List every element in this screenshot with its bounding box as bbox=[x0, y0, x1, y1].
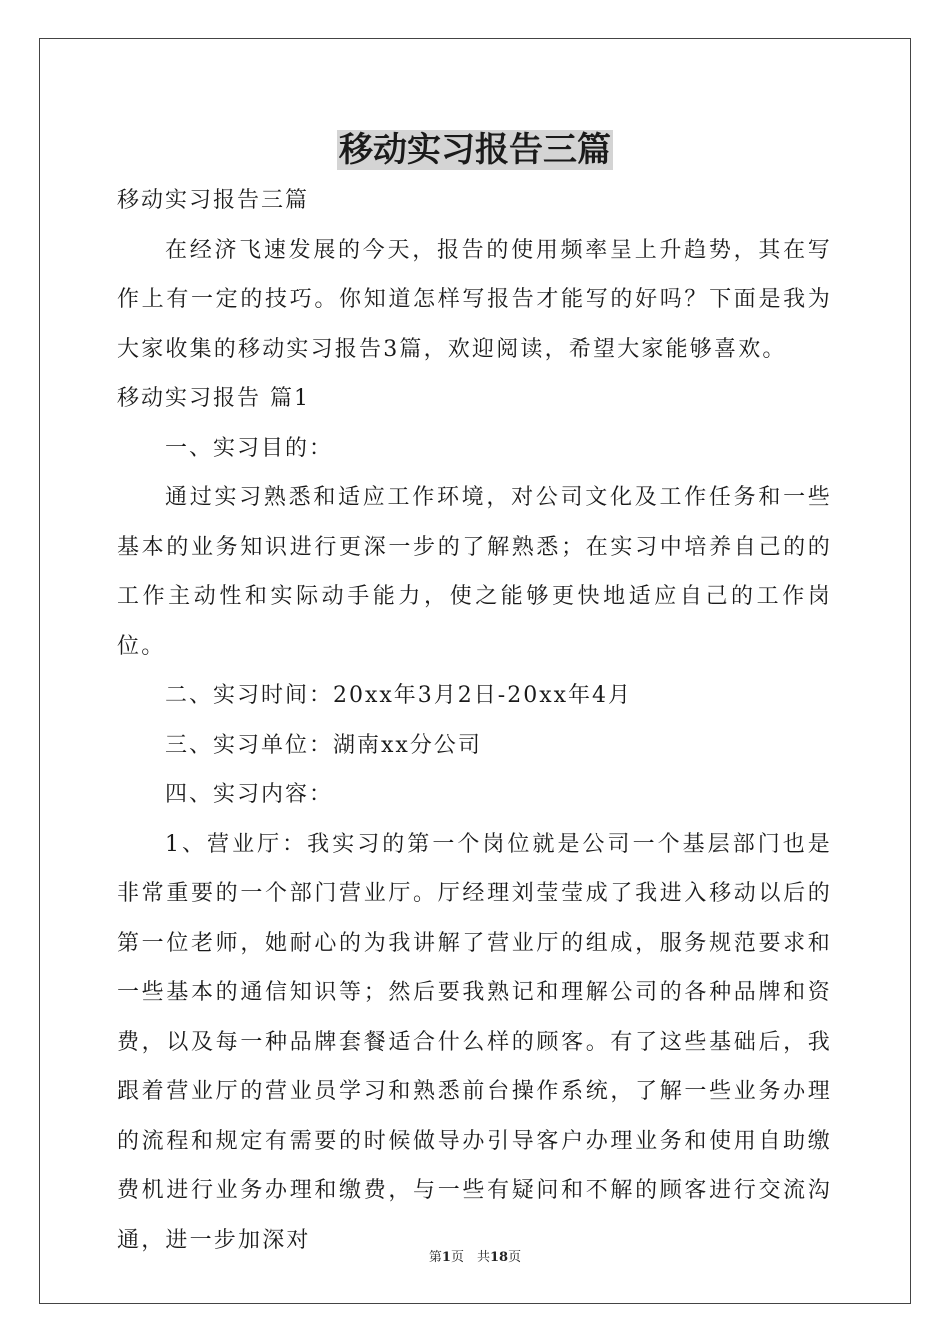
footer-mid: 页 共 bbox=[450, 1250, 490, 1265]
page-footer bbox=[0, 1246, 950, 1265]
item1-heading: 一、实习目的： bbox=[165, 435, 334, 461]
document-subtitle: 移动实习报告三篇 bbox=[117, 188, 310, 213]
item2-line: 二、实习时间：20xx年3月2日-20xx年4月 bbox=[165, 683, 633, 708]
item3-line: 三、实习单位：湖南xx分公司 bbox=[165, 732, 482, 758]
document-title-text: 移动实习报告三篇 bbox=[339, 130, 611, 170]
footer-prefix: 第 bbox=[428, 1250, 442, 1265]
footer-suffix: 页 bbox=[508, 1250, 522, 1265]
footer-page-number: 1 bbox=[441, 1250, 451, 1265]
section-heading: 移动实习报告 篇1 bbox=[117, 386, 310, 411]
document-body bbox=[117, 176, 832, 1265]
item4-heading: 四、实习内容： bbox=[165, 782, 334, 807]
footer-total-pages: 18 bbox=[489, 1250, 509, 1265]
item4-body: 1、营业厅：我实习的第一个岗位就是公司一个基层部门也是非常重要的一个部门营业厅。厅经理刘莹莹成了我进入移动以后的第一位老师，她耐心的为我讲解了营业厅的组成，服务规范要求和一些基本的通信知识等；然后要我熟记和理解公司的各种品牌和资费，以及每一种品牌套餐适合什么样的顾客。有了这些基础后，我跟着营业厅的营业员学习和熟悉前台操作系统，了解一些业务办理的流程和规定有需要的时候做导办引导客户办理业务和使用自助缴费机进行业务办理和缴费，与一些有疑问和不解的顾客进行交流沟通，进一步加深对 bbox=[117, 831, 832, 1253]
document-title bbox=[0, 128, 950, 172]
item1-body: 通过实习熟悉和适应工作环境，对公司文化及工作任务和一些基本的业务知识进行更深一步的了解熟悉；在实习中培养自己的的工作主动性和实际动手能力，使之能够更快地适应自己的工作岗位。 bbox=[117, 485, 832, 659]
intro-paragraph: 在经济飞速发展的今天，报告的使用频率呈上升趋势，其在写作上有一定的技巧。你知道怎样写报告才能写的好吗？下面是我为大家收集的移动实习报告3篇，欢迎阅读，希望大家能够喜欢。 bbox=[117, 237, 832, 362]
